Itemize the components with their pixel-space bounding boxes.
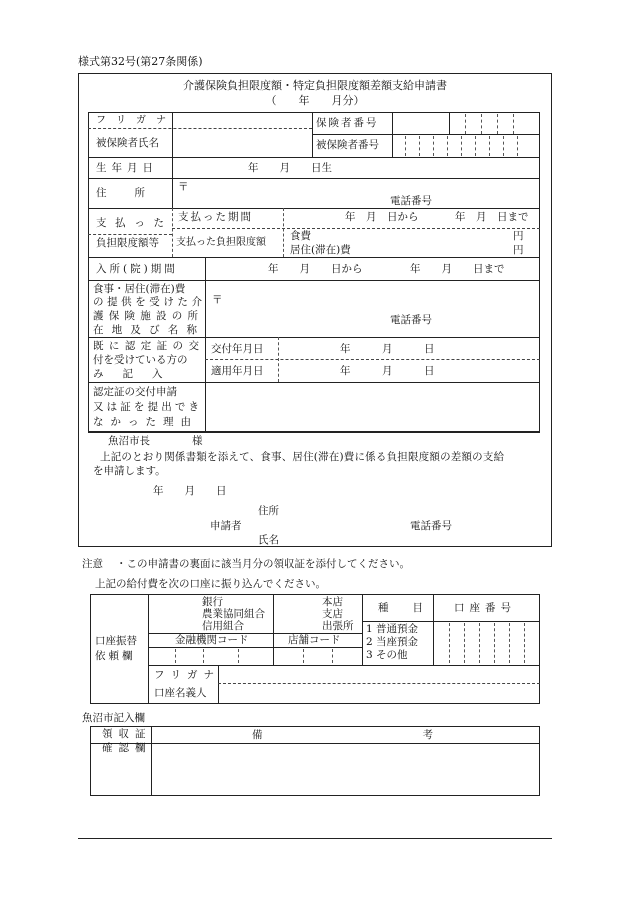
- signature-phone-label: 電話番号: [410, 520, 452, 532]
- account-type-ordinary: 1 普通預金: [366, 623, 419, 635]
- apply-date-label: 適用年月日: [211, 365, 264, 377]
- account-type-other: 3 その他: [366, 649, 408, 661]
- cert-label-2: 付を受けている方の: [93, 354, 188, 366]
- paid-label-2: 負担限度額等: [96, 237, 159, 249]
- application-date: 年 月 日: [153, 485, 227, 497]
- bank-type-ja: 農業協同組合: [202, 608, 265, 620]
- insured-number-label: 被保険者番号: [316, 139, 379, 151]
- facility-label-4: 在 地 及 び 名 称: [93, 324, 202, 336]
- cert-label-1: 既 に 認 定 証 の 交: [93, 340, 202, 352]
- bank-type-bank: 銀行: [202, 596, 223, 608]
- note-text: ・この申請書の裏面に該当月分の領収証を添付してください。: [116, 558, 410, 570]
- signature-name-label: 氏名: [258, 534, 279, 546]
- signature-address-label: 住所: [258, 505, 279, 517]
- account-number-label: 口座番号: [454, 602, 516, 614]
- paid-period-from: 年 月 日から: [345, 211, 419, 223]
- paid-amount-label: 支払った負担限度額: [176, 237, 266, 248]
- account-type-label: 種目: [378, 602, 447, 614]
- reason-label-2: 又 は 証 を 提 出 で き: [93, 401, 202, 413]
- bank-label-1: 口座振替: [95, 635, 137, 647]
- cert-label-3: み記入: [93, 368, 182, 380]
- admission-from: 年 月 日から: [268, 263, 363, 275]
- remarks-label: 備考: [252, 729, 593, 741]
- paid-period-label: 支払った期間: [178, 211, 253, 223]
- admission-to: 年 月 日まで: [410, 263, 505, 275]
- issue-date-value: 年 月 日: [340, 343, 435, 355]
- branch-branch: 支店: [322, 608, 343, 620]
- bank-code-label: 金融機関コード: [175, 634, 249, 646]
- bank-type-credit: 信用組合: [202, 620, 244, 632]
- address-label: 住所: [96, 187, 173, 199]
- branch-code-label: 店舗コード: [288, 634, 341, 646]
- furigana-label: フ リ ガ ナ: [96, 115, 166, 126]
- transfer-intro: 上記の給付費を次の口座に振り込んでください。: [95, 578, 326, 590]
- branch-sub: 出張所: [322, 620, 354, 632]
- receipt-label-1: 領収証: [102, 728, 152, 740]
- form-title: 介護保険負担限度額・特定負担限度額差額支給申請書: [183, 79, 447, 92]
- meal-cost-label: 食費: [290, 230, 311, 242]
- holder-furigana-label: フ リ ガ ナ: [154, 669, 214, 681]
- residence-cost-label: 居住(滞在)費: [290, 244, 351, 256]
- period-line: （ 年 月分）: [265, 94, 365, 107]
- insured-name-label: 被保険者氏名: [96, 137, 159, 149]
- residence-yen: 円: [513, 244, 524, 256]
- form-number: 様式第32号(第27条関係): [78, 55, 203, 68]
- apply-date-value: 年 月 日: [340, 365, 435, 377]
- applicant-label: 申請者: [210, 520, 242, 532]
- facility-postal-mark: 〒: [212, 294, 223, 306]
- reason-label-3: なかった理由: [93, 416, 198, 428]
- address-phone-label: 電話番号: [390, 195, 432, 207]
- admission-label: 入所(院)期間: [96, 263, 178, 275]
- birth-label: 生年月日: [96, 162, 158, 174]
- facility-label-3: 護 保 険 施 設 の 所: [93, 310, 202, 322]
- note-label: 注意: [82, 558, 103, 570]
- meal-yen: 円: [513, 230, 524, 242]
- facility-phone-label: 電話番号: [390, 314, 432, 326]
- insurer-number-label: 保険者番号: [316, 117, 379, 129]
- paid-label-1: 支 払 っ た: [96, 217, 164, 229]
- city-entry-label: 魚沼市記入欄: [82, 712, 145, 724]
- facility-label-1: 食事・居住(滞在)費: [93, 283, 186, 295]
- postal-mark: 〒: [178, 181, 189, 193]
- holder-name-label: 口座名義人: [154, 687, 207, 699]
- issue-date-label: 交付年月日: [211, 343, 264, 355]
- branch-main: 本店: [322, 596, 343, 608]
- paid-period-to: 年 月 日まで: [455, 211, 529, 223]
- account-type-current: 2 当座預金: [366, 636, 419, 648]
- mayor-address: 魚沼市長 様: [108, 435, 203, 447]
- bank-label-2: 依頼欄: [95, 650, 136, 662]
- reason-label-1: 認定証の交付申請: [93, 386, 177, 398]
- body-text-2: を申請します。: [93, 465, 166, 477]
- facility-label-2: の 提 供 を 受 け た 介: [93, 296, 202, 308]
- birth-value: 年 月 日生: [248, 162, 332, 174]
- receipt-label-2: 確認欄: [102, 742, 152, 754]
- body-text-1: 上記のとおり関係書類を添えて、食事、居住(滞在)費に係る負担限度額の差額の支給: [100, 451, 505, 463]
